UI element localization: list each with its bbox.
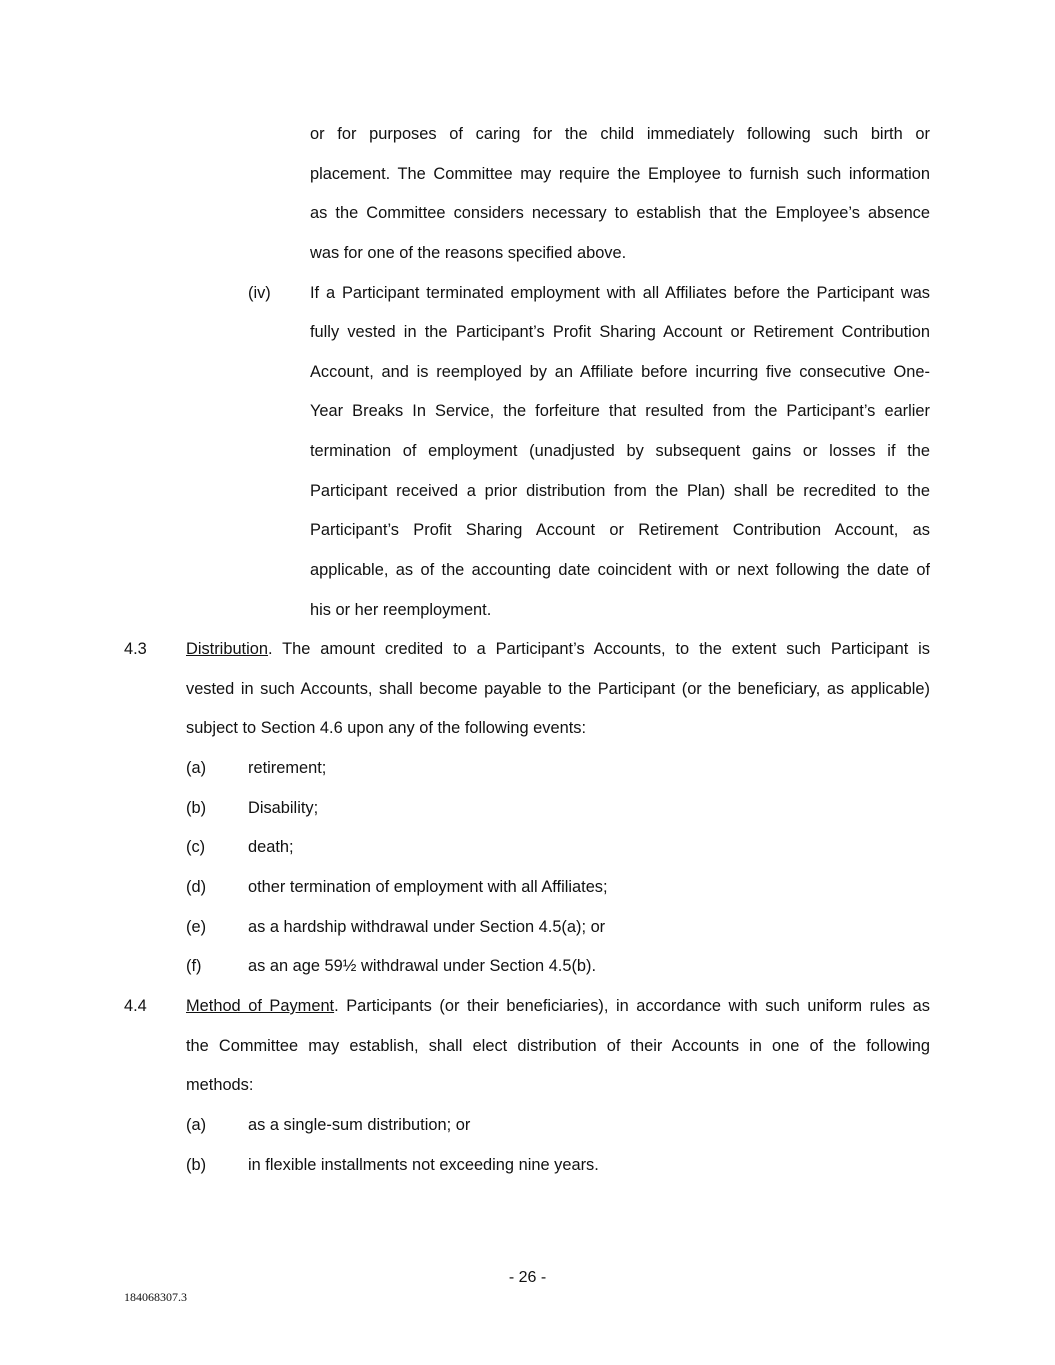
text-line: subject to Section 4.6 upon any of the following events: (186, 719, 587, 737)
text-line: Participant’s Profit Sharing Account or Retirement Contribution Account, as (310, 521, 930, 539)
list-item-text: in flexible installments not exceeding nine years. (248, 1156, 599, 1174)
text-line: as the Committee considers necessary to establish that the Employee’s absence (310, 204, 930, 222)
text-line: vested in such Accounts, shall become payable to the Participant (or the beneficiary, as applicable) (186, 680, 930, 698)
list-item-label: (b) (186, 1156, 207, 1174)
section-first-line-text: . The amount credited to a Participant’s Accounts, to the extent such Participant is (268, 640, 930, 658)
section-heading: Distribution (186, 640, 268, 658)
item-label-iv: (iv) (248, 284, 271, 302)
text-line: his or her reemployment. (310, 601, 492, 619)
section-first-line (186, 629, 930, 669)
section-number: 4.3 (124, 640, 147, 658)
section-first-line (186, 986, 930, 1026)
text-line: methods: (186, 1076, 254, 1094)
text-line: termination of employment (unadjusted by subsequent gains or losses if the (310, 442, 930, 460)
list-item-label: (a) (186, 759, 207, 777)
text-line: If a Participant terminated employment with all Affiliates before the Participant was (310, 284, 930, 302)
section-first-line-text: . Participants (or their beneficiaries), in accordance with such uniform rules as (334, 997, 930, 1015)
text-line: the Committee may establish, shall elect distribution of their Accounts in one of the following (186, 1037, 930, 1055)
list-item-label: (a) (186, 1116, 207, 1134)
section-heading: Method of Payment (186, 997, 335, 1015)
section-number: 4.4 (124, 997, 147, 1015)
text-line: or for purposes of caring for the child immediately following such birth or (310, 125, 930, 143)
text-line: fully vested in the Participant’s Profit Sharing Account or Retirement Contribution (310, 323, 930, 341)
text-line: Participant received a prior distribution from the Plan) shall be recredited to the (310, 482, 930, 500)
list-item-text: death; (248, 838, 294, 856)
list-item-label: (f) (186, 957, 202, 975)
document-id: 184068307.3 (124, 1290, 187, 1304)
text-line: Account, and is reemployed by an Affiliate before incurring five consecutive One- (310, 363, 930, 381)
list-item-label: (e) (186, 918, 207, 936)
list-item-text: as a single-sum distribution; or (248, 1116, 471, 1134)
list-item-text: other termination of employment with all Affiliates; (248, 878, 608, 896)
list-item-text: as a hardship withdrawal under Section 4.5(a); or (248, 918, 606, 936)
list-item-label: (b) (186, 799, 207, 817)
text-line: Year Breaks In Service, the forfeiture that resulted from the Participant’s earlier (310, 402, 930, 420)
text-line: applicable, as of the accounting date coincident with or next following the date of (310, 561, 930, 579)
list-item-text: retirement; (248, 759, 327, 777)
list-item-text: as an age 59½ withdrawal under Section 4.5(b). (248, 957, 597, 975)
list-item-text: Disability; (248, 799, 319, 817)
list-item-label: (c) (186, 838, 206, 856)
text-line: was for one of the reasons specified above. (310, 244, 627, 262)
page-number: - 26 - (508, 1269, 547, 1286)
list-item-label: (d) (186, 878, 207, 896)
text-line: placement. The Committee may require the Employee to furnish such information (310, 165, 930, 183)
